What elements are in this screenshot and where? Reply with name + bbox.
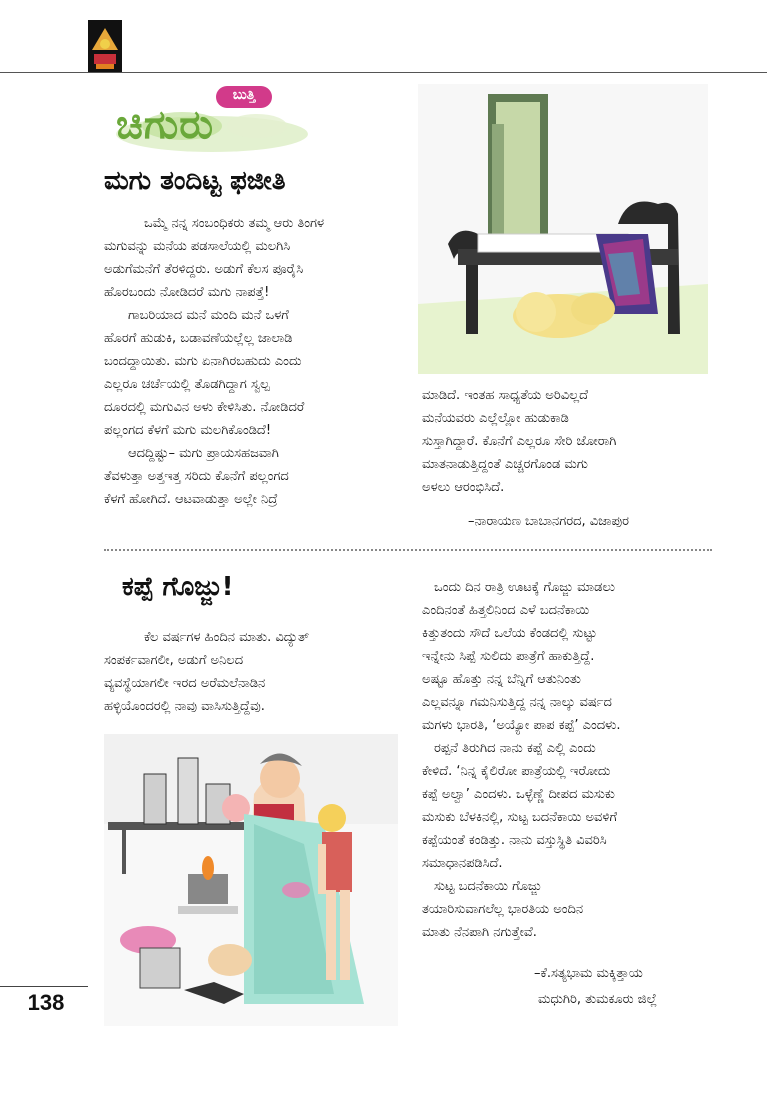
text-line: ಹೊರಬಂದು ನೋಡಿದರೆ ಮಗು ನಾಪತ್ತೆ! <box>104 285 270 300</box>
text-line: ಪಲ್ಲಂಗದ ಕೆಳಗೆ ಮಗು ಮಲಗಿಕೊಂಡಿದೆ! <box>104 423 272 438</box>
story1-right-column <box>422 384 712 499</box>
baby-under-bed-illustration <box>418 84 708 374</box>
text-line: ಕಪ್ಪೆಯಂತೆ ಕಂಡಿತ್ತು. ನಾನು ವಸ್ತುಸ್ಥಿತಿ ವಿವರಿಸಿ <box>422 833 607 848</box>
text-line: ಮಗಳು ಭಾರತಿ, ‘ಅಯ್ಯೋ ಪಾಪ ಕಪ್ಪೆ’ ಎಂದಳು. <box>422 718 621 733</box>
story1-left-column <box>104 212 404 511</box>
story2-byline-name: –ಕೆ.ಸತ್ಯಭಾಮ ಮಕ್ಕಿತ್ತಾಯ <box>534 966 643 981</box>
text-line: ತಯಾರಿಸುವಾಗಲೆಲ್ಲ ಭಾರತಿಯ ಅಂದಿನ <box>422 902 584 917</box>
text-line: ಮನೆಯವರು ಎಲ್ಲೆಲ್ಲೋ ಹುಡುಕಾಡಿ <box>422 411 569 426</box>
text-line: ಹೊರಗೆ ಹುಡುಕಿ, ಬಡಾವಣೆಯಲ್ಲೆಲ್ಲ ಜಾಲಾಡಿ <box>104 331 293 346</box>
text-line: ಅಡುಗೆಮನೆಗೆ ತೆರಳಿದ್ದರು. ಅಡುಗೆ ಕೆಲಸ ಪೂರೈಸಿ <box>104 262 304 277</box>
text-line: ಗಾಬರಿಯಾದ ಮನೆ ಮಂದಿ ಮನೆ ಒಳಗೆ <box>128 308 289 323</box>
text-line: ಕಪ್ಪೆ ಅಲ್ವಾ’ ಎಂದಳು. ಒಳ್ಳೆಣ್ಣೆ ದೀಪದ ಮಸುಕು <box>422 787 615 802</box>
text-line: ಇನ್ನೇನು ಸಿಪ್ಪೆ ಸುಲಿದು ಪಾತ್ರೆಗೆ ಹಾಕುತ್ತಿದ್ದೆ. <box>422 649 595 664</box>
text-line: ಎಂದಿನಂತೆ ಹಿತ್ತಲಿನಿಂದ ಎಳೆ ಬದನೆಕಾಯಿ <box>422 603 590 618</box>
text-line: ಎಲ್ಲವನ್ನೂ ಗಮನಿಸುತ್ತಿದ್ದ ನನ್ನ ನಾಲ್ಕು ವರ್ಷದ <box>422 695 612 710</box>
banner-small-text: ಬುತ್ತಿ <box>232 87 256 103</box>
magazine-logo-icon <box>88 20 122 72</box>
story-divider <box>104 549 712 551</box>
text-line: ಅಳಲು ಆರಂಭಿಸಿದೆ. <box>422 480 505 495</box>
text-line: ಆದದ್ದಿಷ್ಟು– ಮಗು ಪ್ರಾಯಸಹಜವಾಗಿ <box>128 446 279 461</box>
text-line: ಮಗುವನ್ನು ಮನೆಯ ಪಡಸಾಲೆಯಲ್ಲಿ ಮಲಗಿಸಿ <box>104 239 291 254</box>
kitchen-illustration <box>104 734 398 1026</box>
text-line: ಸಂಪರ್ಕವಾಗಲೀ, ಅಡುಗೆ ಅನಿಲದ <box>104 653 244 668</box>
banner-title: ಚಿಗುರು <box>116 102 215 148</box>
text-line: ತೆವಳುತ್ತಾ ಅತ್ತಇತ್ತ ಸರಿದು ಕೊನೆಗೆ ಪಲ್ಲಂಗದ <box>104 469 289 484</box>
text-line: ಸುಟ್ಟ ಬದನೆಕಾಯಿ ಗೊಜ್ಜು <box>434 879 542 894</box>
text-line: ಸುಸ್ತಾಗಿದ್ದಾರೆ. ಕೊನೆಗೆ ಎಲ್ಲರೂ ಸೇರಿ ಜೋರಾಗಿ <box>422 434 617 449</box>
text-line: ಹಳ್ಳಿಯೊಂದರಲ್ಲಿ ನಾವು ವಾಸಿಸುತ್ತಿದ್ದೆವು. <box>104 699 265 714</box>
text-line: ಎಲ್ಲರೂ ಚರ್ಚೆಯಲ್ಲಿ ತೊಡಗಿದ್ದಾಗ ಸ್ವಲ್ಪ <box>104 377 270 392</box>
text-line: ಮಸುಕು ಬೆಳಕಿನಲ್ಲಿ, ಸುಟ್ಟ ಬದನೆಕಾಯಿ ಅವಳಿಗೆ <box>422 810 618 825</box>
story1-byline: –ನಾರಾಯಣ ಬಾಬಾನಗರದ, ವಿಜಾಪುರ <box>468 514 629 529</box>
story1-title: ಮಗು ತಂದಿಟ್ಟ ಫಜೀತಿ <box>104 166 286 196</box>
header-rule <box>0 72 767 73</box>
chiguru-banner <box>112 84 312 160</box>
story2-byline-place: ಮಧುಗಿರಿ, ತುಮಕೂರು ಜಿಲ್ಲೆ <box>538 992 658 1007</box>
text-line: ಮಾತನಾಡುತ್ತಿದ್ದಂತೆ ಎಚ್ಚರಗೊಂಡ ಮಗು <box>422 457 588 472</box>
text-line: ಕೆಳಗೆ ಹೋಗಿದೆ. ಆಟವಾಡುತ್ತಾ ಅಲ್ಲೇ ನಿದ್ರೆ <box>104 492 278 507</box>
text-line: ಸಮಾಧಾನಪಡಿಸಿದೆ. <box>422 856 503 871</box>
text-line: ರಪ್ಪನೆ ತಿರುಗಿದ ನಾನು ಕಪ್ಪೆ ಎಲ್ಲಿ ಎಂದು <box>434 741 596 756</box>
text-line: ಒಂದು ದಿನ ರಾತ್ರಿ ಊಟಕ್ಕೆ ಗೊಜ್ಜು ಮಾಡಲು <box>434 580 615 595</box>
text-line: ಅಷ್ಟೂ ಹೊತ್ತು ನನ್ನ ಬೆನ್ನಿಗೆ ಆತುನಿಂತು <box>422 672 581 687</box>
page-number-rule <box>0 986 88 987</box>
text-line: ಮಾಡಿದೆ. ಇಂತಹ ಸಾಧ್ಯತೆಯ ಅರಿವಿಲ್ಲದೆ <box>422 388 589 403</box>
text-line: ಕೇಳಿದೆ. ‘ನಿನ್ನ ಕೈಲಿರೋ ಪಾತ್ರೆಯಲ್ಲಿ ಇರೋದು <box>422 764 611 779</box>
story2-title: ಕಪ್ಪೆ ಗೊಜ್ಜು! <box>122 572 234 602</box>
story2-left-column <box>104 626 404 718</box>
text-line: ಬಂದದ್ದಾಯಿತು. ಮಗು ಏನಾಗಿರಬಹುದು ಎಂದು <box>104 354 302 369</box>
text-line: ಮಾತು ನೆನಪಾಗಿ ನಗುತ್ತೇವೆ. <box>422 925 537 940</box>
text-line: ಕೆಲ ವರ್ಷಗಳ ಹಿಂದಿನ ಮಾತು. ವಿದ್ಯುತ್ <box>144 630 310 645</box>
text-line: ಒಮ್ಮೆ ನನ್ನ ಸಂಬಂಧಿಕರು ತಮ್ಮ ಆರು ತಿಂಗಳ <box>144 216 325 231</box>
page-number: 138 <box>27 990 65 1015</box>
story2-right-column <box>422 576 712 944</box>
text-line: ಕಿತ್ತುತಂದು ಸೌದೆ ಒಲೆಯ ಕೆಂಡದಲ್ಲಿ ಸುಟ್ಟು <box>422 626 597 641</box>
text-line: ದೂರದಲ್ಲಿ ಮಗುವಿನ ಅಳು ಕೇಳಿಸಿತು. ನೋಡಿದರೆ <box>104 400 305 415</box>
text-line: ವ್ಯವಸ್ಥೆಯಾಗಲೀ ಇರದ ಅರೆಮಲೆನಾಡಿನ <box>104 676 266 691</box>
